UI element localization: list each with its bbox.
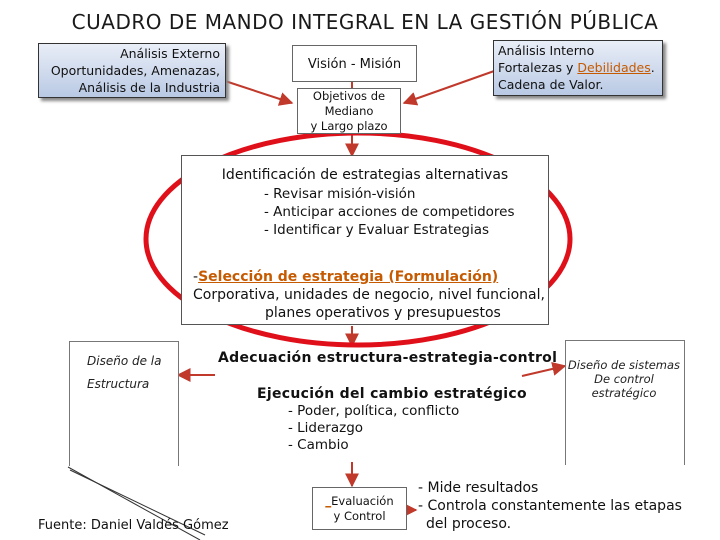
analisis-interno-line-1: Análisis Interno — [498, 43, 595, 58]
evaluacion-label: Evaluación — [331, 494, 394, 508]
evaluacion-line-1 — [317, 494, 402, 509]
list-item: - Poder, política, conflicto — [288, 403, 460, 419]
list-item: - Controla constantemente las etapas — [418, 498, 682, 514]
ejecucion-title: Ejecución del cambio estratégico — [257, 386, 527, 402]
list-item: - Anticipar acciones de competidores — [264, 204, 515, 220]
vision-mision-box: Visión - Misión — [292, 45, 417, 82]
diseno-sistemas-text — [560, 358, 688, 400]
seleccion-line-3: planes operativos y presupuestos — [265, 305, 501, 321]
analisis-externo-line-1: Análisis Externo — [120, 46, 220, 61]
list-item: - Identificar y Evaluar Estrategias — [264, 222, 490, 238]
diseno-estructura-line-1: Diseño de la — [87, 354, 162, 368]
objetivos-line-3: y Largo plazo — [310, 119, 388, 133]
analisis-interno-box — [493, 40, 663, 96]
evaluacion-prefix: _ — [325, 494, 332, 508]
mide-list — [418, 479, 682, 533]
list-item: - Mide resultados — [418, 480, 539, 496]
source-credit: Fuente: Daniel Valdés Gómez — [38, 518, 229, 533]
seleccion-prefix: - — [193, 269, 199, 285]
arrow-externo-objetivos — [222, 80, 292, 103]
objetivos-box — [297, 88, 401, 134]
diseno-sistemas-line-3: estratégico — [591, 386, 657, 400]
adecuacion-title: Adecuación estructura-estrategia-control — [218, 350, 558, 366]
arrow-to-diseno-sistemas — [522, 366, 565, 376]
arrow-interno-objetivos — [404, 70, 497, 103]
identificacion-title: Identificación de estrategias alternativas — [221, 167, 509, 183]
diseno-estructura-line-2: Estructura — [87, 377, 150, 391]
seleccion-line-1 — [193, 268, 545, 286]
diseno-sistemas-line-1: Diseño de sistemas — [567, 358, 681, 372]
analisis-externo-line-2: Oportunidades, Amenazas, — [50, 63, 220, 78]
objetivos-line-1: Objetivos de — [312, 89, 386, 103]
analisis-interno-line-2 — [498, 59, 658, 76]
evaluacion-box — [312, 487, 407, 530]
fortalezas-text: Fortalezas y — [498, 60, 578, 75]
list-item: - Liderazgo — [288, 420, 364, 436]
page-title: CUADRO DE MANDO INTEGRAL EN LA GESTIÓN PÚBLICA — [71, 10, 659, 34]
analisis-interno-line-3: Cadena de Valor. — [498, 77, 604, 92]
seleccion-line-2: Corporativa, unidades de negocio, nivel funcional, — [193, 287, 545, 303]
list-item: - Cambio — [288, 437, 349, 453]
period-text: . — [650, 60, 655, 75]
evaluacion-line-2: y Control — [333, 509, 386, 523]
identificacion-list — [264, 185, 515, 239]
list-item: del proceso. — [426, 516, 512, 532]
seleccion-link[interactable]: Selección de estrategia (Formulación) — [198, 269, 499, 285]
objetivos-line-2: Mediano — [324, 104, 374, 118]
diseno-sistemas-line-2: De control — [594, 372, 654, 386]
analisis-externo-line-3: Análisis de la Industria — [78, 80, 220, 95]
list-item: - Revisar misión-visión — [264, 186, 416, 202]
ejecucion-list — [288, 403, 459, 454]
analisis-externo-box — [38, 43, 226, 98]
seleccion-block — [193, 268, 545, 322]
debilidades-link[interactable]: Debilidades — [577, 60, 651, 75]
